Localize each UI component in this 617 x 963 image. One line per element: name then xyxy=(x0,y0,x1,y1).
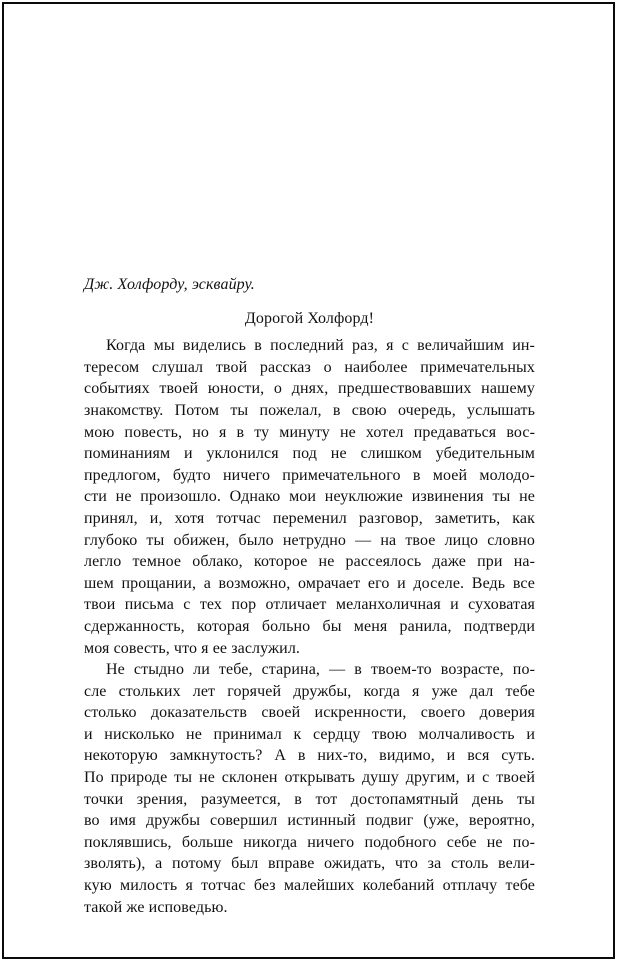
text-line: Когда мы виделись в последний раз, я с величайшим ин- xyxy=(106,337,535,355)
text-line: поклявшись, больше никогда ничего подобного себе не по- xyxy=(84,833,535,851)
text-line: сти не произошло. Однако мои неуклюжие извинения ты не xyxy=(84,488,535,506)
book-page xyxy=(2,2,615,959)
letter-paragraph xyxy=(84,335,535,659)
text-line: сдержанность, которая больно бы меня ранила, подтверди xyxy=(84,617,535,635)
text-line: сле стольких лет горячей дружбы, когда я уже дал тебе xyxy=(84,682,535,700)
text-line: предлогом, будто ничего примечательного в моей молодо- xyxy=(84,466,535,484)
letter-body xyxy=(84,335,535,918)
letter-addressee: Дж. Холфорду, эсквайру. xyxy=(84,276,255,293)
text-line: столько доказательств своей искренности, своего доверия xyxy=(84,704,535,722)
text-line: кую милость я тотчас без малейших колебаний отплачу тебе xyxy=(84,877,535,895)
text-line: моя совесть, что я ее заслужил. xyxy=(84,639,301,657)
text-line: и нисколько не принимал к сердцу твою молчаливость и xyxy=(84,725,535,743)
text-line: зволять), а потому был вправе ожидать, что за столь вели- xyxy=(84,855,535,873)
text-line: Не стыдно ли тебе, старина, — в твоем-то возрасте, по- xyxy=(106,661,535,679)
text-line: событиях твоей юности, о днях, предшествовавших нашему xyxy=(84,380,535,398)
text-line: глубоко ты обижен, было нетрудно — на твое лицо словно xyxy=(84,531,535,549)
text-line: легло темное облако, которое не рассеялось даже при на- xyxy=(84,553,535,571)
letter-text-block xyxy=(84,274,535,918)
text-line: шем прощании, а возможно, омрачает его и доселе. Ведь все xyxy=(84,574,535,592)
letter-paragraph xyxy=(84,659,535,918)
letter-salutation: Дорогой Холфорд! xyxy=(244,309,375,327)
text-line: такой же исповедью. xyxy=(84,898,228,916)
text-line: мою повесть, но я в ту минуту не хотел предаваться вос- xyxy=(84,423,535,441)
text-line: знакомству. Потом ты пожелал, в свою очередь, услышать xyxy=(84,401,535,419)
text-line: точки зрения, разумеется, в тот достопамятный день ты xyxy=(84,790,535,808)
text-line: во имя дружбы совершил истинный подвиг (уже, вероятно, xyxy=(84,812,535,830)
text-line: тересом слушал твой рассказ о наиболее примечательных xyxy=(84,358,535,376)
text-line: твои письма с тех пор отличает меланхоличная и суховатая xyxy=(84,596,535,614)
text-line: некоторую замкнутость? А в них-то, видимо, и вся суть. xyxy=(84,747,535,765)
text-line: принял, и, хотя тотчас переменил разговор, заметить, как xyxy=(84,509,535,527)
text-line: По природе ты не склонен открывать душу другим, и с твоей xyxy=(84,769,535,787)
text-line: поминаниям и уклонился под не слишком убедительным xyxy=(84,445,535,463)
